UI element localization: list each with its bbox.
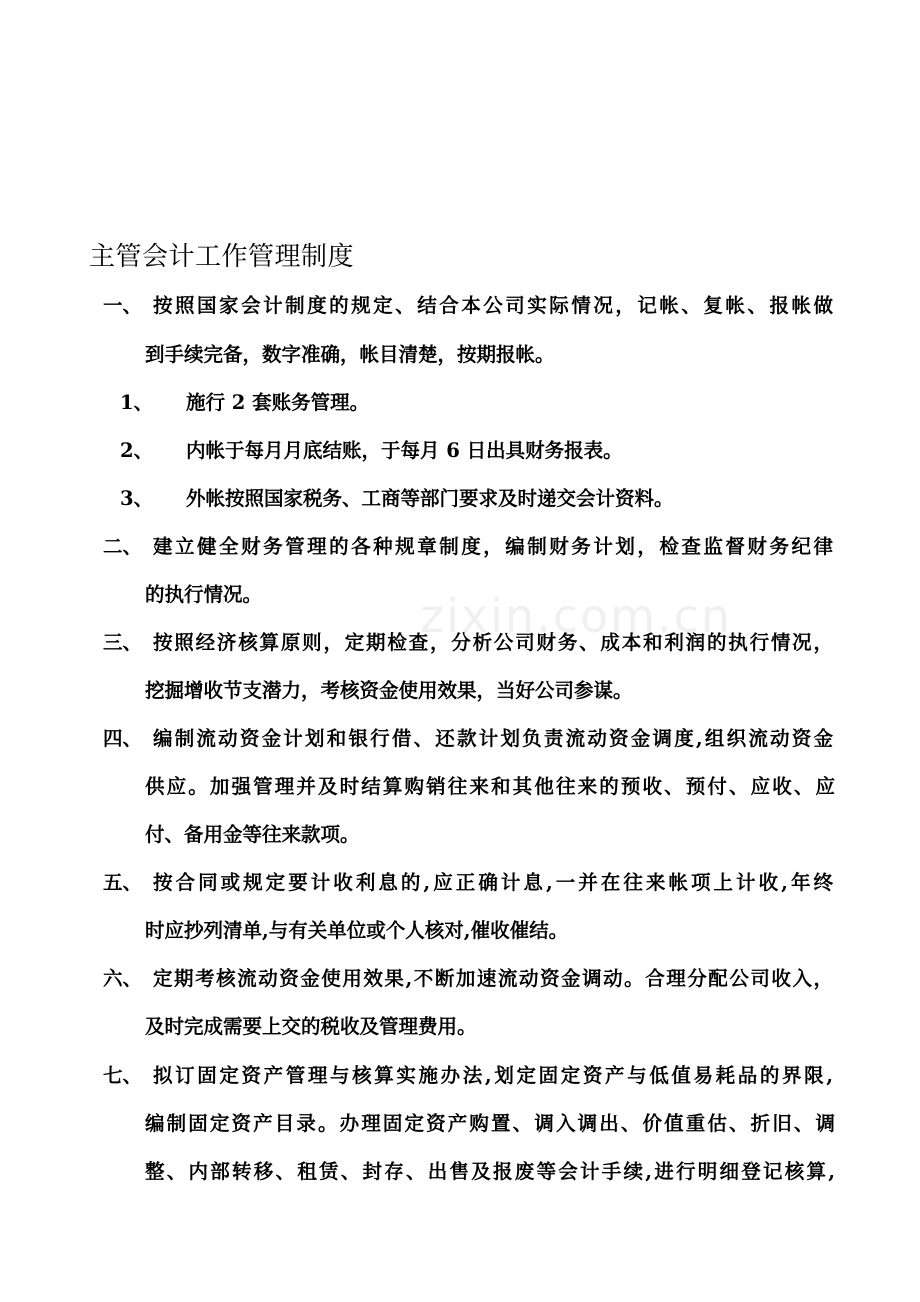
section-number: 二、 (103, 535, 143, 558)
section-line: 时应抄列清单,与有关单位或个人核对,催收催结。 (145, 919, 569, 942)
section-line: 付、备用金等往来款项。 (145, 823, 360, 846)
section-line: 编制流动资金计划和银行借、还款计划负责流动资金调度,组织流动资金 (153, 727, 833, 750)
section-number: 一、 (103, 294, 143, 317)
section-number: 四、 (103, 727, 143, 750)
section-number: 六、 (103, 967, 143, 990)
section-line: 按照国家会计制度的规定、结合本公司实际情况，记帐、复帐、报帐做 (153, 294, 833, 317)
item-number: 3、 (120, 487, 154, 510)
section-number: 七、 (103, 1064, 143, 1087)
section-line: 建立健全财务管理的各种规章制度，编制财务计划，检查监督财务纪律 (153, 535, 833, 558)
section-line: 拟订固定资产管理与核算实施办法,划定固定资产与低值易耗品的界限, (153, 1064, 833, 1087)
item-text: 内帐于每月月底结账，于每月 6 日出具财务报表。 (186, 439, 623, 462)
item-text: 施行 2 套账务管理。 (186, 391, 370, 414)
section-line: 及时完成需要上交的税收及管理费用。 (145, 1015, 477, 1038)
section-line: 按照经济核算原则，定期检查，分析公司财务、成本和利润的执行情况， (153, 631, 833, 654)
section-line: 的执行情况。 (145, 583, 263, 606)
section-line: 挖掘增收节支潜力，考核资金使用效果，当好公司参谋。 (145, 679, 633, 702)
section-line: 定期考核流动资金使用效果,不断加速流动资金调动。合理分配公司收入， (153, 967, 833, 990)
section-line: 编制固定资产目录。办理固定资产购置、调入调出、价值重估、折旧、调 (145, 1112, 835, 1135)
item-text: 外帐按照国家税务、工商等部门要求及时递交会计资料。 (186, 487, 674, 510)
document-title: 主管会计工作管理制度 (89, 242, 355, 272)
section-line: 供应。加强管理并及时结算购销往来和其他往来的预收、预付、应收、应 (145, 775, 835, 798)
section-number: 三、 (103, 631, 143, 654)
item-number: 1、 (120, 391, 154, 414)
section-line: 按合同或规定要计收利息的,应正确计息,一并在往来帐项上计收,年终 (153, 871, 833, 894)
section-line: 到手续完备，数字准确，帐目清楚，按期报帐。 (145, 343, 555, 366)
section-number: 五、 (103, 871, 143, 894)
section-line: 整、内部转移、租赁、封存、出售及报废等会计手续,进行明细登记核算, (145, 1160, 835, 1183)
item-number: 2、 (120, 439, 154, 462)
watermark: zixin.com.cn (420, 589, 733, 643)
